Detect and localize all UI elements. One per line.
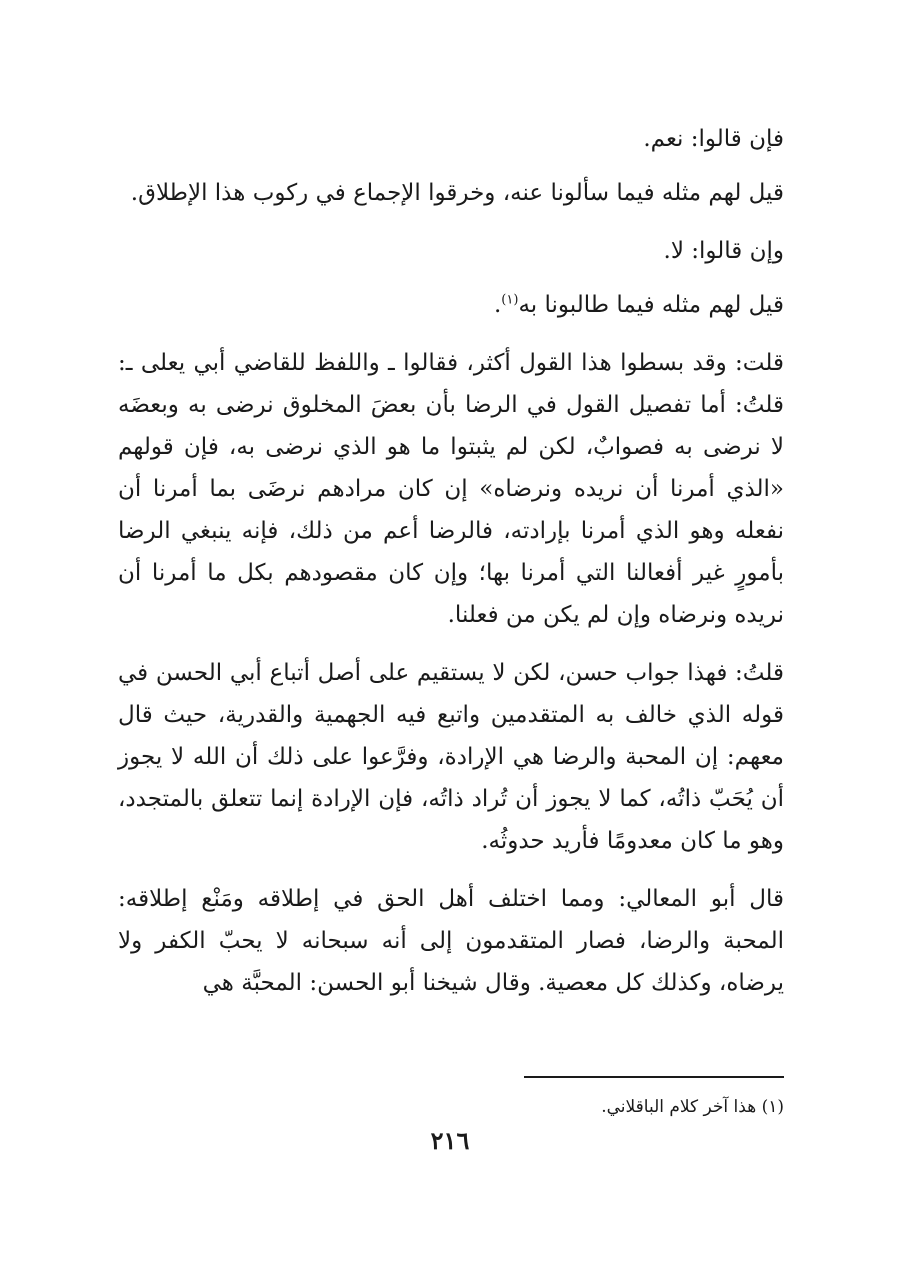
paragraph-4 (118, 284, 784, 326)
page-number: ٢١٦ (430, 1126, 470, 1155)
footnote (118, 1092, 784, 1122)
footnote-text: هذا آخر كلام الباقلاني. (601, 1097, 757, 1117)
paragraph-6: قلتُ: فهذا جواب حسن، لكن لا يستقيم على أصل أتباع أبي الحسن في قوله الذي خالف به المتقدمين واتبع فيه الجهمية والقدرية، حيث قال معهم: إن المحبة والرضا هي الإرادة، وفرَّعوا على ذلك أن الله لا يجوز أن يُحَبّ ذاتُه، كما لا يجوز أن تُراد ذاتُه، فإن الإرادة إنما تتعلق بالمتجدد، وهو ما كان معدومًا فأريد حدوثُه. (118, 660, 784, 854)
page-body (118, 118, 784, 1020)
footnote-divider (524, 1076, 784, 1078)
paragraph-4-end: . (493, 292, 502, 318)
footnote-reference[interactable]: (١) (501, 292, 519, 308)
footnote-marker: (١) (761, 1097, 784, 1117)
paragraph-7: قال أبو المعالي: ومما اختلف أهل الحق في إطلاقه ومَنْع إطلاقه: المحبة والرضا، فصار المتقدمون إلى أنه سبحانه لا يحبّ الكفر ولا يرضاه، وكذلك كل معصية. وقال شيخنا أبو الحسن: المحبَّة هي (118, 886, 784, 996)
paragraph-1: فإن قالوا: نعم. (643, 126, 784, 152)
paragraph-5: قلت: وقد بسطوا هذا القول أكثر، فقالوا ـ واللفظ للقاضي أبي يعلى ـ: قلتُ: أما تفصيل القول في الرضا بأن بعضَ المخلوق نرضى به وبعضَه لا نرضى به فصوابٌ، لكن لم يثبتوا ما هو الذي نرضى به، فإن قولهم «الذي أمرنا أن نريده ونرضاه» إن كان مرادهم نرضَى بما أمرنا أن نفعله وهو الذي أمرنا بإرادته، فالرضا أعم من ذلك، فإنه ينبغي الرضا بأمورٍ غير أفعالنا التي أمرنا بها؛ وإن كان مقصودهم بكل ما أمرنا أن نريده ونرضاه وإن لم يكن من فعلنا. (118, 350, 784, 628)
paragraph-2: قيل لهم مثله فيما سألونا عنه، وخرقوا الإجماع في ركوب هذا الإطلاق. (130, 180, 784, 206)
paragraph-4-text: قيل لهم مثله فيما طالبونا به (518, 292, 784, 318)
paragraph-3: وإن قالوا: لا. (663, 238, 784, 264)
